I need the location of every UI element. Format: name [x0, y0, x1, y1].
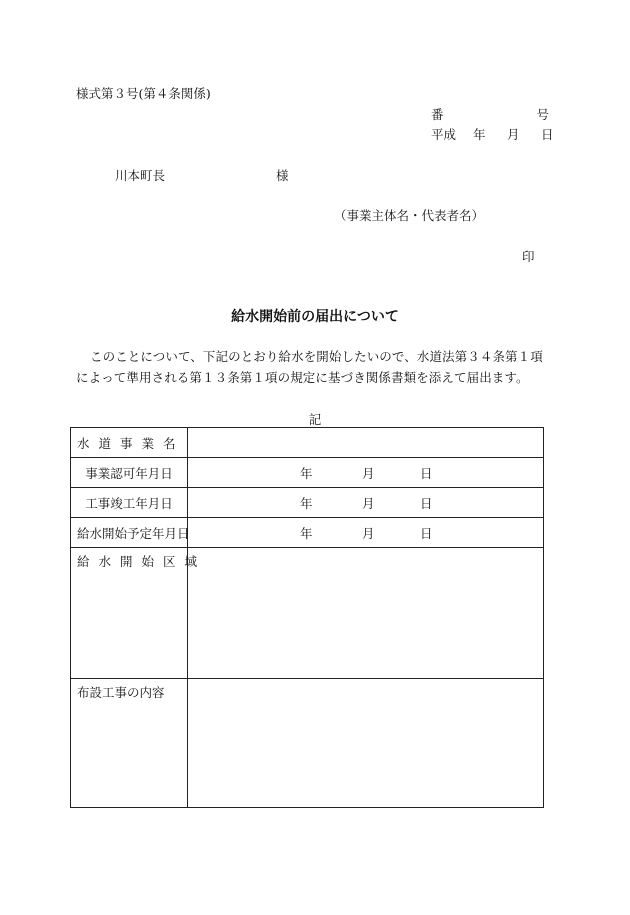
completion-year-label: 年: [300, 495, 313, 511]
record-table: [70, 427, 544, 808]
row-label-supply-area: 給水開始区域: [71, 548, 188, 679]
construction-content-field[interactable]: [188, 679, 544, 808]
seal-mark: 印: [522, 249, 535, 264]
ki-heading: 記: [308, 412, 322, 427]
body-paragraph: このことについて、下記のとおり給水を開始したいので、水道法第３４条第１項によって準用される第１３条第１項の規定に基づき関係書類を添えて届出ます。: [76, 349, 543, 385]
approval-year-label: 年: [300, 465, 313, 481]
waterworks-name-field[interactable]: [188, 428, 544, 458]
number-label-gou: 号: [536, 107, 549, 122]
row-label-start-date: 給水開始予定年月日: [71, 518, 188, 548]
table-row: [71, 488, 544, 518]
applicant-label: （事業主体名・代表者名）: [334, 208, 485, 223]
table-row: [71, 428, 544, 458]
date-era: 平成: [431, 127, 457, 142]
row-label-approval-date: 事業認可年月日: [71, 458, 188, 488]
table-row: [71, 458, 544, 488]
date-day-label: 日: [541, 127, 554, 142]
row-label-completion-date: 工事竣工年月日: [71, 488, 188, 518]
completion-date-field[interactable]: [188, 488, 544, 518]
table-row: [71, 679, 544, 808]
supply-area-field[interactable]: [188, 548, 544, 679]
number-label-ban: 番: [431, 107, 444, 122]
addressee-name: 川本町長: [115, 168, 166, 183]
row-label-construction-content: 布設工事の内容: [71, 679, 188, 808]
date-month-label: 月: [507, 127, 520, 142]
completion-month-label: 月: [362, 495, 375, 511]
form-number: 様式第３号(第４条関係): [76, 86, 211, 101]
row-label-waterworks-name: 水道事業名: [71, 428, 188, 458]
document-title: 給水開始前の届出について: [231, 309, 399, 325]
start-month-label: 月: [362, 525, 375, 541]
start-date-field[interactable]: [188, 518, 544, 548]
date-year-label: 年: [473, 127, 486, 142]
start-year-label: 年: [300, 525, 313, 541]
completion-day-label: 日: [420, 495, 433, 511]
table-row: [71, 518, 544, 548]
table-row: [71, 548, 544, 679]
start-day-label: 日: [420, 525, 433, 541]
approval-day-label: 日: [420, 465, 433, 481]
addressee-honorific: 様: [276, 168, 289, 183]
document-date-line: [431, 125, 554, 143]
approval-date-field[interactable]: [188, 458, 544, 488]
approval-month-label: 月: [362, 465, 375, 481]
